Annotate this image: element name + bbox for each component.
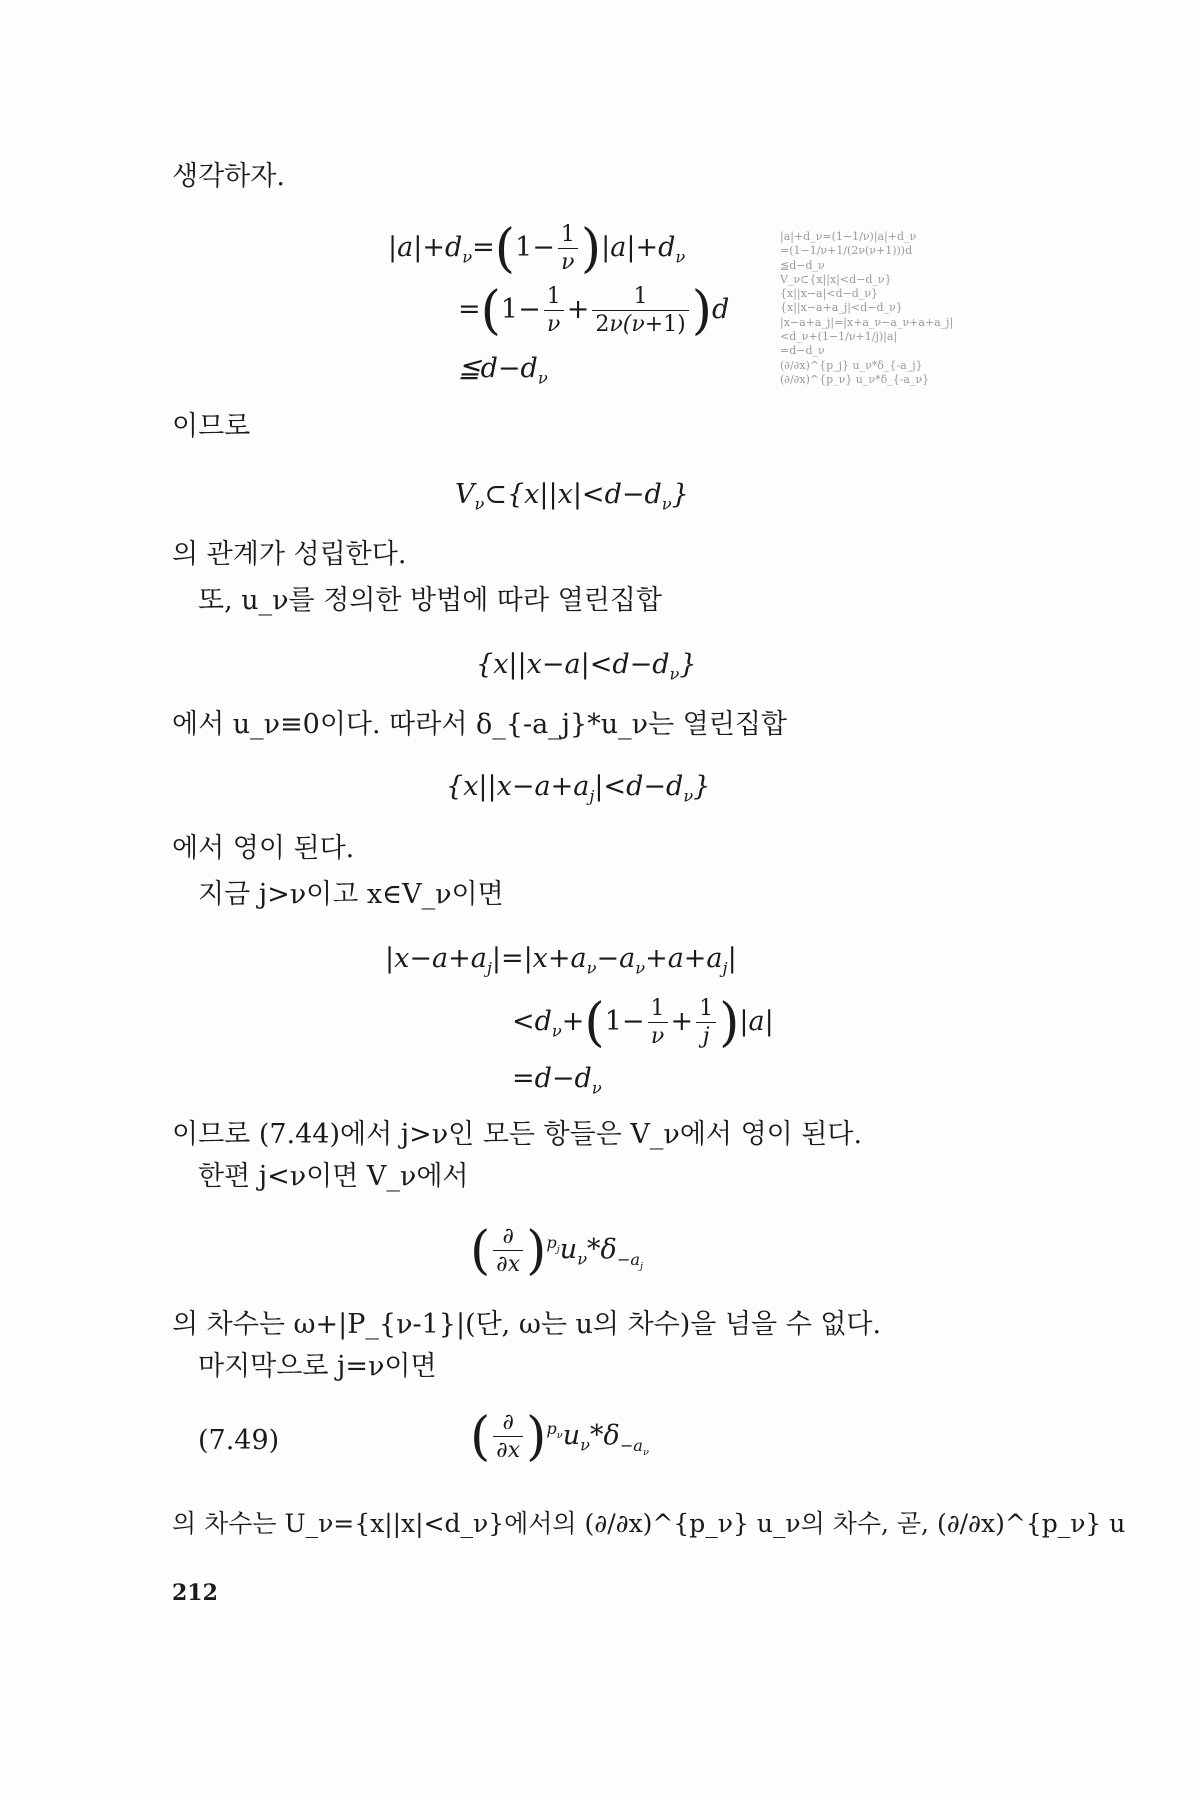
text-order-on-U-nu: 의 차수는 U_ν={x||x|<d_ν}에서의 (∂/∂x)^{p_ν} u_ν의 차수, 곧, (∂/∂x)^{p_ν} u	[172, 1509, 1126, 1538]
eq2-render: $V_\nu\subset\{x||x|<d-d_\nu\}$	[455, 479, 689, 514]
equation-source-list	[780, 230, 953, 387]
eq1-line3-render: $≦d-d_\nu$	[458, 353, 548, 388]
text-line-12	[172, 1508, 1125, 1539]
text-line-7	[198, 878, 504, 912]
eq1-source-2: =(1−1/ν+1/(2ν(ν+1)))d	[780, 244, 913, 258]
eq-number-7-49: (7.49)	[198, 1425, 280, 1456]
eq1-line1-render: $|a|+d_\nu=(1-$ $\frac{1}{\nu}$ )$|a|+d_\nu$	[388, 218, 686, 279]
text-from-7-44: 이므로 (7.44)에서 j>ν인 모든 항들은 V_ν에서 영이 된다.	[172, 1119, 863, 1150]
text-becomes-zero: 에서 영이 된다.	[172, 833, 355, 864]
eq6-render: ( $\frac{\partial}{\partial x}$ )$^{p_j}u_\nu*\delta_{-a_j}$	[470, 1220, 644, 1281]
equation-1-line-1	[388, 218, 686, 279]
eq7-render: ( $\frac{\partial}{\partial x}$ )$^{p_\nu}u_\nu*\delta_{-a_\nu}$	[470, 1406, 649, 1467]
text-also-by-definition: 또, u_ν를 정의한 방법에 따라 열린집합	[198, 585, 662, 616]
eq5-source-1: |x−a+a_j|=|x+a_ν−a_ν+a+a_j|	[780, 315, 954, 329]
equation-5-line-2	[512, 992, 774, 1053]
text-line-10	[172, 1308, 881, 1342]
text-line-2	[172, 410, 250, 444]
text-on-other-hand: 한편 j<ν이면 V_ν에서	[198, 1161, 469, 1192]
eq1-source-3: ≦d−d_ν	[780, 258, 825, 272]
text-u-nu-zero: 에서 u_ν≡0이다. 따라서 δ_{-a_j}*u_ν는 열린집합	[172, 709, 788, 740]
text-line-3	[172, 538, 406, 572]
text-now-j-greater: 지금 j>ν이고 x∈V_ν이면	[198, 879, 504, 910]
eq3-render: $\{x||x-a|<d-d_\nu\}$	[476, 649, 697, 684]
text-line-6	[172, 832, 354, 866]
eq6-source: (∂/∂x)^{p_j} u_ν*δ_{-a_j}	[780, 358, 923, 372]
eq5-source-2: <d_ν+(1−1/ν+1/j)|a|	[780, 330, 898, 344]
equation-1-line-2	[458, 280, 730, 341]
eq1-line2-render: =(1− $\frac{1}{\nu}$ + $\frac{1}{2\nu(\nu+1)}$ )d	[458, 280, 730, 341]
text-line-5	[172, 708, 787, 742]
equation-5-line-3	[512, 1062, 602, 1099]
text-imeuro: 이므로	[172, 411, 251, 442]
equation-5-line-1	[385, 942, 737, 979]
eq5-source-3: =d−d_ν	[780, 344, 825, 358]
eq5-line1-render: $|x-a+a_j|=|x+a_\nu-a_\nu+a+a_j|$	[385, 943, 737, 978]
text-line-8	[172, 1118, 862, 1152]
eq4-render: $\{x||x-a+a_j|<d-d_\nu\}$	[446, 771, 711, 806]
eq3-source: {x||x−a|<d−d_ν}	[780, 287, 879, 301]
text-line-1	[172, 160, 285, 194]
text-line-11	[198, 1350, 437, 1384]
equation-3	[476, 648, 697, 685]
equation-6	[470, 1220, 644, 1281]
eq7-source: (∂/∂x)^{p_ν} u_ν*δ_{-a_ν}	[780, 372, 930, 386]
text-finally-j-equals: 마지막으로 j=ν이면	[198, 1351, 437, 1382]
text-relation-holds: 의 관계가 성립한다.	[172, 539, 407, 570]
eq5-line2-render: $<d_\nu+(1-$ $\frac{1}{\nu}$ + $\frac{1}{j}$ )|a|	[512, 992, 774, 1053]
text-line-9	[198, 1160, 468, 1194]
equation-4	[446, 770, 710, 807]
eq5-line3-render: $=d-d_\nu$	[512, 1063, 602, 1098]
text-order-bound: 의 차수는 ω+|P_{ν-1}|(단, ω는 u의 차수)을 넘을 수 없다.	[172, 1309, 882, 1340]
equation-2	[455, 478, 689, 515]
eq1-source-1: |a|+d_ν=(1−1/ν)|a|+d_ν	[780, 230, 917, 243]
text-line-4	[198, 584, 662, 618]
equation-1-line-3	[458, 352, 548, 389]
eq4-source: {x||x−a+a_j|<d−d_ν}	[780, 301, 903, 315]
equation-7-label	[198, 1424, 279, 1458]
eq2-source: V_ν⊂{x||x|<d−d_ν}	[780, 272, 892, 286]
equation-7	[470, 1406, 649, 1467]
page-number: 212	[172, 1580, 218, 1606]
text-saenggakhaja: 생각하자.	[172, 161, 285, 192]
